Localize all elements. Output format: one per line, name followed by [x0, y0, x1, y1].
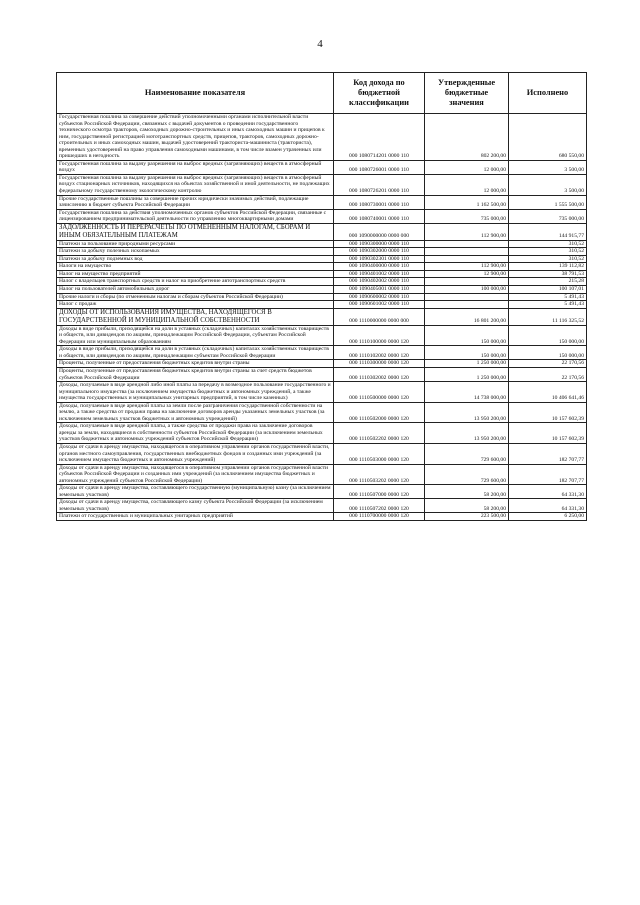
row-approved-cell: 12 900,00	[425, 270, 509, 278]
row-approved-cell: 150 000,00	[425, 346, 509, 360]
row-approved-cell: 1 162 500,00	[425, 195, 509, 209]
table-row	[57, 499, 587, 513]
row-execution-cell: 5 491,43	[509, 293, 587, 301]
table-row	[57, 114, 587, 161]
row-name-cell: Платежи за пользование природными ресурсами	[57, 240, 334, 248]
row-name-cell: Доходы в виде прибыли, приходящейся на доли в уставных (складочных) капиталах хозяйственных товариществ и обществ, или дивидендов по акциям, принадлежащим Российской Федерации, субъектам Российской Федерации или муниципальным образованиям	[57, 325, 334, 346]
row-name-cell: Налоги на имущество	[57, 263, 334, 271]
row-name-cell: Платежи за добычу полезных ископаемых	[57, 248, 334, 256]
table-row	[57, 360, 587, 368]
row-execution-cell: 680 550,00	[509, 114, 587, 161]
row-execution-cell: 3 500,00	[509, 160, 587, 174]
table-row	[57, 301, 587, 309]
row-execution-cell: 150 000,00	[509, 325, 587, 346]
row-execution-cell: 139 112,82	[509, 263, 587, 271]
table-row	[57, 223, 587, 240]
row-code-cell: 000 1080714201 0000 110	[334, 114, 425, 161]
row-name-cell: Доходы от сдачи в аренду имущества, находящегося в оперативном управлении органов государственной власти субъектов Российской Федерации и созданных ими учреждений (за исключением имущества бюджетных и автономных учреждений субъектов Российской Федерации)	[57, 464, 334, 485]
row-execution-cell: 38 791,53	[509, 270, 587, 278]
table-body	[57, 114, 587, 521]
table-row	[57, 513, 587, 521]
table-row	[57, 308, 587, 325]
row-approved-cell: 729 600,00	[425, 443, 509, 464]
row-execution-cell: 310,52	[509, 240, 587, 248]
row-approved-cell: 13 950 200,00	[425, 423, 509, 444]
row-execution-cell: 10 406 641,46	[509, 382, 587, 403]
table-row	[57, 255, 587, 263]
row-code-cell: 000 1090401002 0000 110	[334, 270, 425, 278]
table-row	[57, 248, 587, 256]
row-name-cell: Налог на пользователей автомобильных дорог	[57, 286, 334, 294]
row-name-cell: ДОХОДЫ ОТ ИСПОЛЬЗОВАНИЯ ИМУЩЕСТВА, НАХОДЯЩЕГОСЯ В ГОСУДАРСТВЕННОЙ И МУНИЦИПАЛЬНОЙ СОБСТВЕННОСТИ	[57, 308, 334, 325]
row-code-cell: 000 1090405001 0000 110	[334, 286, 425, 294]
row-approved-cell: 112 900,00	[425, 223, 509, 240]
row-approved-cell: 112 900,00	[425, 263, 509, 271]
table-row	[57, 443, 587, 464]
row-approved-cell: 729 600,00	[425, 464, 509, 485]
row-execution-cell: 100 107,01	[509, 286, 587, 294]
row-code-cell: 000 1110100000 0000 120	[334, 325, 425, 346]
row-execution-cell: 11 116 325,52	[509, 308, 587, 325]
row-approved-cell: 223 500,00	[425, 513, 509, 521]
row-name-cell: Налог с владельцев транспортных средств и налог на приобретение автотранспортных средств	[57, 278, 334, 286]
row-name-cell: Проценты, полученные от предоставления бюджетных кредитов внутри страны	[57, 360, 334, 368]
row-name-cell: Налог на имущество предприятий	[57, 270, 334, 278]
table-row	[57, 293, 587, 301]
row-execution-cell: 10 157 602,39	[509, 402, 587, 423]
row-approved-cell: 13 950 200,00	[425, 402, 509, 423]
row-code-cell: 000 1110500000 0000 120	[334, 382, 425, 403]
row-code-cell: 000 1110300000 0000 120	[334, 360, 425, 368]
row-approved-cell: 58 200,00	[425, 485, 509, 499]
row-name-cell: Государственная пошлина за выдачу разрешения на выброс вредных (загрязняющих) веществ в атмосферный воздух стационарных источников, находящихся на объектах хозяйственной и иной деятельности, не подлежащих федеральному государственному экологическому контролю	[57, 174, 334, 195]
row-name-cell: Доходы, получаемые в виде арендной платы за земли после разграничения государственной собственности на землю, а также средства от продажи права на заключение договоров аренды указанных земельных участков (за исключением земельных участков бюджетных и автономных учреждений)	[57, 402, 334, 423]
row-name-cell: Налог с продаж	[57, 301, 334, 309]
row-approved-cell: 12 000,00	[425, 174, 509, 195]
row-code-cell: 000 1080726201 0000 110	[334, 174, 425, 195]
budget-execution-table	[56, 72, 587, 521]
row-name-cell: Доходы от сдачи в аренду имущества, находящегося в оперативном управлении органов государственной власти, органов местного самоуправления, государственных внебюджетных фондов и созданных ими учреждений (за исключением имущества бюджетных и автономных учреждений)	[57, 443, 334, 464]
row-code-cell: 000 1090300000 0000 110	[334, 240, 425, 248]
row-name-cell: Государственная пошлина за действия уполномоченных органов субъектов Российской Федерации, связанные с лицензированием предпринимательской деятельности по управлению многоквартирными домами	[57, 209, 334, 223]
row-approved-cell	[425, 255, 509, 263]
row-code-cell: 000 1110700000 0000 120	[334, 513, 425, 521]
row-execution-cell: 10 157 602,39	[509, 423, 587, 444]
row-execution-cell: 182 707,77	[509, 464, 587, 485]
row-code-cell: 000 1090302301 0000 110	[334, 255, 425, 263]
row-name-cell: Доходы от сдачи в аренду имущества, составляющего государственную (муниципальную) казну (за исключением земельных участков)	[57, 485, 334, 499]
row-approved-cell: 735 000,00	[425, 209, 509, 223]
row-execution-cell: 310,52	[509, 248, 587, 256]
row-name-cell: Государственная пошлина за выдачу разрешения на выброс вредных (загрязняющих) веществ в атмосферный воздух	[57, 160, 334, 174]
row-name-cell: Доходы, получаемые в виде арендной либо иной платы за передачу в возмездное пользование государственного и муниципального имущества (за исключением имущества бюджетных и автономных учреждений, а также имущества государственных и муниципальных унитарных предприятий, в том числе казенных)	[57, 382, 334, 403]
row-name-cell: Прочие государственные пошлины за совершение прочих юридически значимых действий, подлежащие зачислению в бюджет субъекта Российской Федерации	[57, 195, 334, 209]
row-name-cell: ЗАДОЛЖЕННОСТЬ И ПЕРЕРАСЧЕТЫ ПО ОТМЕНЕННЫМ НАЛОГАМ, СБОРАМ И ИНЫМ ОБЯЗАТЕЛЬНЫМ ПЛАТЕЖАМ	[57, 223, 334, 240]
row-name-cell: Платежи от государственных и муниципальных унитарных предприятий	[57, 513, 334, 521]
row-name-cell: Проценты, полученные от предоставления бюджетных кредитов внутри страны за счет средств бюджетов субъектов Российской Федерации	[57, 367, 334, 381]
row-code-cell: 000 1090400000 0000 110	[334, 263, 425, 271]
table-row	[57, 286, 587, 294]
row-code-cell: 000 1110503202 0000 120	[334, 464, 425, 485]
row-code-cell: 000 1090402002 0000 110	[334, 278, 425, 286]
table-row	[57, 402, 587, 423]
row-execution-cell: 64 331,30	[509, 485, 587, 499]
row-approved-cell: 1 250 000,00	[425, 360, 509, 368]
header-code: Код дохода по бюджетной классификации	[334, 73, 425, 114]
row-approved-cell: 1 250 000,00	[425, 367, 509, 381]
row-execution-cell: 22 170,56	[509, 360, 587, 368]
table-row	[57, 367, 587, 381]
table-row	[57, 160, 587, 174]
row-execution-cell: 6 250,00	[509, 513, 587, 521]
table-row	[57, 382, 587, 403]
table-row	[57, 195, 587, 209]
table-row	[57, 174, 587, 195]
row-code-cell: 000 1110502202 0000 120	[334, 423, 425, 444]
row-name-cell: Платежи за добычу подземных вод	[57, 255, 334, 263]
row-code-cell: 000 1090302000 0000 110	[334, 248, 425, 256]
row-approved-cell: 802 200,00	[425, 114, 509, 161]
row-approved-cell	[425, 248, 509, 256]
row-code-cell: 000 1080730001 0000 110	[334, 195, 425, 209]
row-name-cell: Доходы, получаемые в виде арендной платы, а также средства от продажи права на заключение договоров аренды за земли, находящиеся в собственности субъектов Российской Федерации (за исключением земельных участков бюджетных и автономных учреждений субъектов Российской Федерации)	[57, 423, 334, 444]
header-execution: Исполнено	[509, 73, 587, 114]
row-execution-cell: 215,28	[509, 278, 587, 286]
header-approved: Утвержденные бюджетные значения	[425, 73, 509, 114]
row-name-cell: Доходы в виде прибыли, приходящейся на доли в уставных (складочных) капиталах хозяйственных товариществ и обществ, или дивидендов по акциям, принадлежащим субъектам Российской Федерации	[57, 346, 334, 360]
row-code-cell: 000 1110102002 0000 120	[334, 346, 425, 360]
row-execution-cell: 735 000,00	[509, 209, 587, 223]
row-execution-cell: 64 331,30	[509, 499, 587, 513]
row-approved-cell: 14 738 000,00	[425, 382, 509, 403]
table-row	[57, 464, 587, 485]
table-row	[57, 270, 587, 278]
row-approved-cell	[425, 301, 509, 309]
table-row	[57, 209, 587, 223]
row-approved-cell	[425, 240, 509, 248]
row-code-cell: 000 1110302002 0000 120	[334, 367, 425, 381]
row-approved-cell: 16 801 200,00	[425, 308, 509, 325]
row-execution-cell: 182 707,77	[509, 443, 587, 464]
table-row	[57, 263, 587, 271]
row-code-cell: 000 1110502000 0000 120	[334, 402, 425, 423]
row-approved-cell	[425, 278, 509, 286]
table-row	[57, 423, 587, 444]
row-approved-cell	[425, 293, 509, 301]
page-number: 4	[317, 38, 323, 50]
row-execution-cell: 1 555 500,00	[509, 195, 587, 209]
row-code-cell: 000 1080740001 0000 110	[334, 209, 425, 223]
row-execution-cell: 310,52	[509, 255, 587, 263]
table-header-row	[57, 73, 587, 114]
table-row	[57, 240, 587, 248]
row-approved-cell: 58 200,00	[425, 499, 509, 513]
table-row	[57, 485, 587, 499]
header-name: Наименование показателя	[57, 73, 334, 114]
row-name-cell: Прочие налоги и сборы (по отмененным налогам и сборам субъектов Российской Федерации)	[57, 293, 334, 301]
table-row	[57, 325, 587, 346]
row-code-cell: 000 1110507202 0000 120	[334, 499, 425, 513]
row-code-cell: 000 1080726001 0000 110	[334, 160, 425, 174]
row-name-cell: Государственная пошлина за совершение действий уполномоченными органами исполнительной власти субъектов Российской Федерации, связанных с выдачей документов о проведении государственного технического осмотра тракторов, самоходных дорожно-строительных и иных самоходных машин и прицепов к ним, государственной регистрацией мототранспортных средств, прицепов, тракторов, самоходных дорожно-строительных и иных самоходных машин, выдачей удостоверений тракториста-машиниста (тракториста), временных удостоверений на право управления самоходными машинами, в том числе взамен утраченных или пришедших в негодность	[57, 114, 334, 161]
row-approved-cell: 150 000,00	[425, 325, 509, 346]
row-approved-cell: 100 000,00	[425, 286, 509, 294]
row-execution-cell: 144 915,77	[509, 223, 587, 240]
row-execution-cell: 5 491,43	[509, 301, 587, 309]
table-row	[57, 278, 587, 286]
row-execution-cell: 3 500,00	[509, 174, 587, 195]
row-execution-cell: 22 170,56	[509, 367, 587, 381]
row-code-cell: 000 1110507000 0000 120	[334, 485, 425, 499]
row-code-cell: 000 1090600002 0000 110	[334, 293, 425, 301]
row-code-cell: 000 1110503000 0000 120	[334, 443, 425, 464]
row-execution-cell: 150 000,00	[509, 346, 587, 360]
row-code-cell: 000 1090601002 0000 110	[334, 301, 425, 309]
row-approved-cell: 12 000,00	[425, 160, 509, 174]
row-name-cell: Доходы от сдачи в аренду имущества, составляющего казну субъекта Российской Федерации (за исключением земельных участков)	[57, 499, 334, 513]
row-code-cell: 000 1110000000 0000 000	[334, 308, 425, 325]
table-row	[57, 346, 587, 360]
row-code-cell: 000 1090000000 0000 000	[334, 223, 425, 240]
